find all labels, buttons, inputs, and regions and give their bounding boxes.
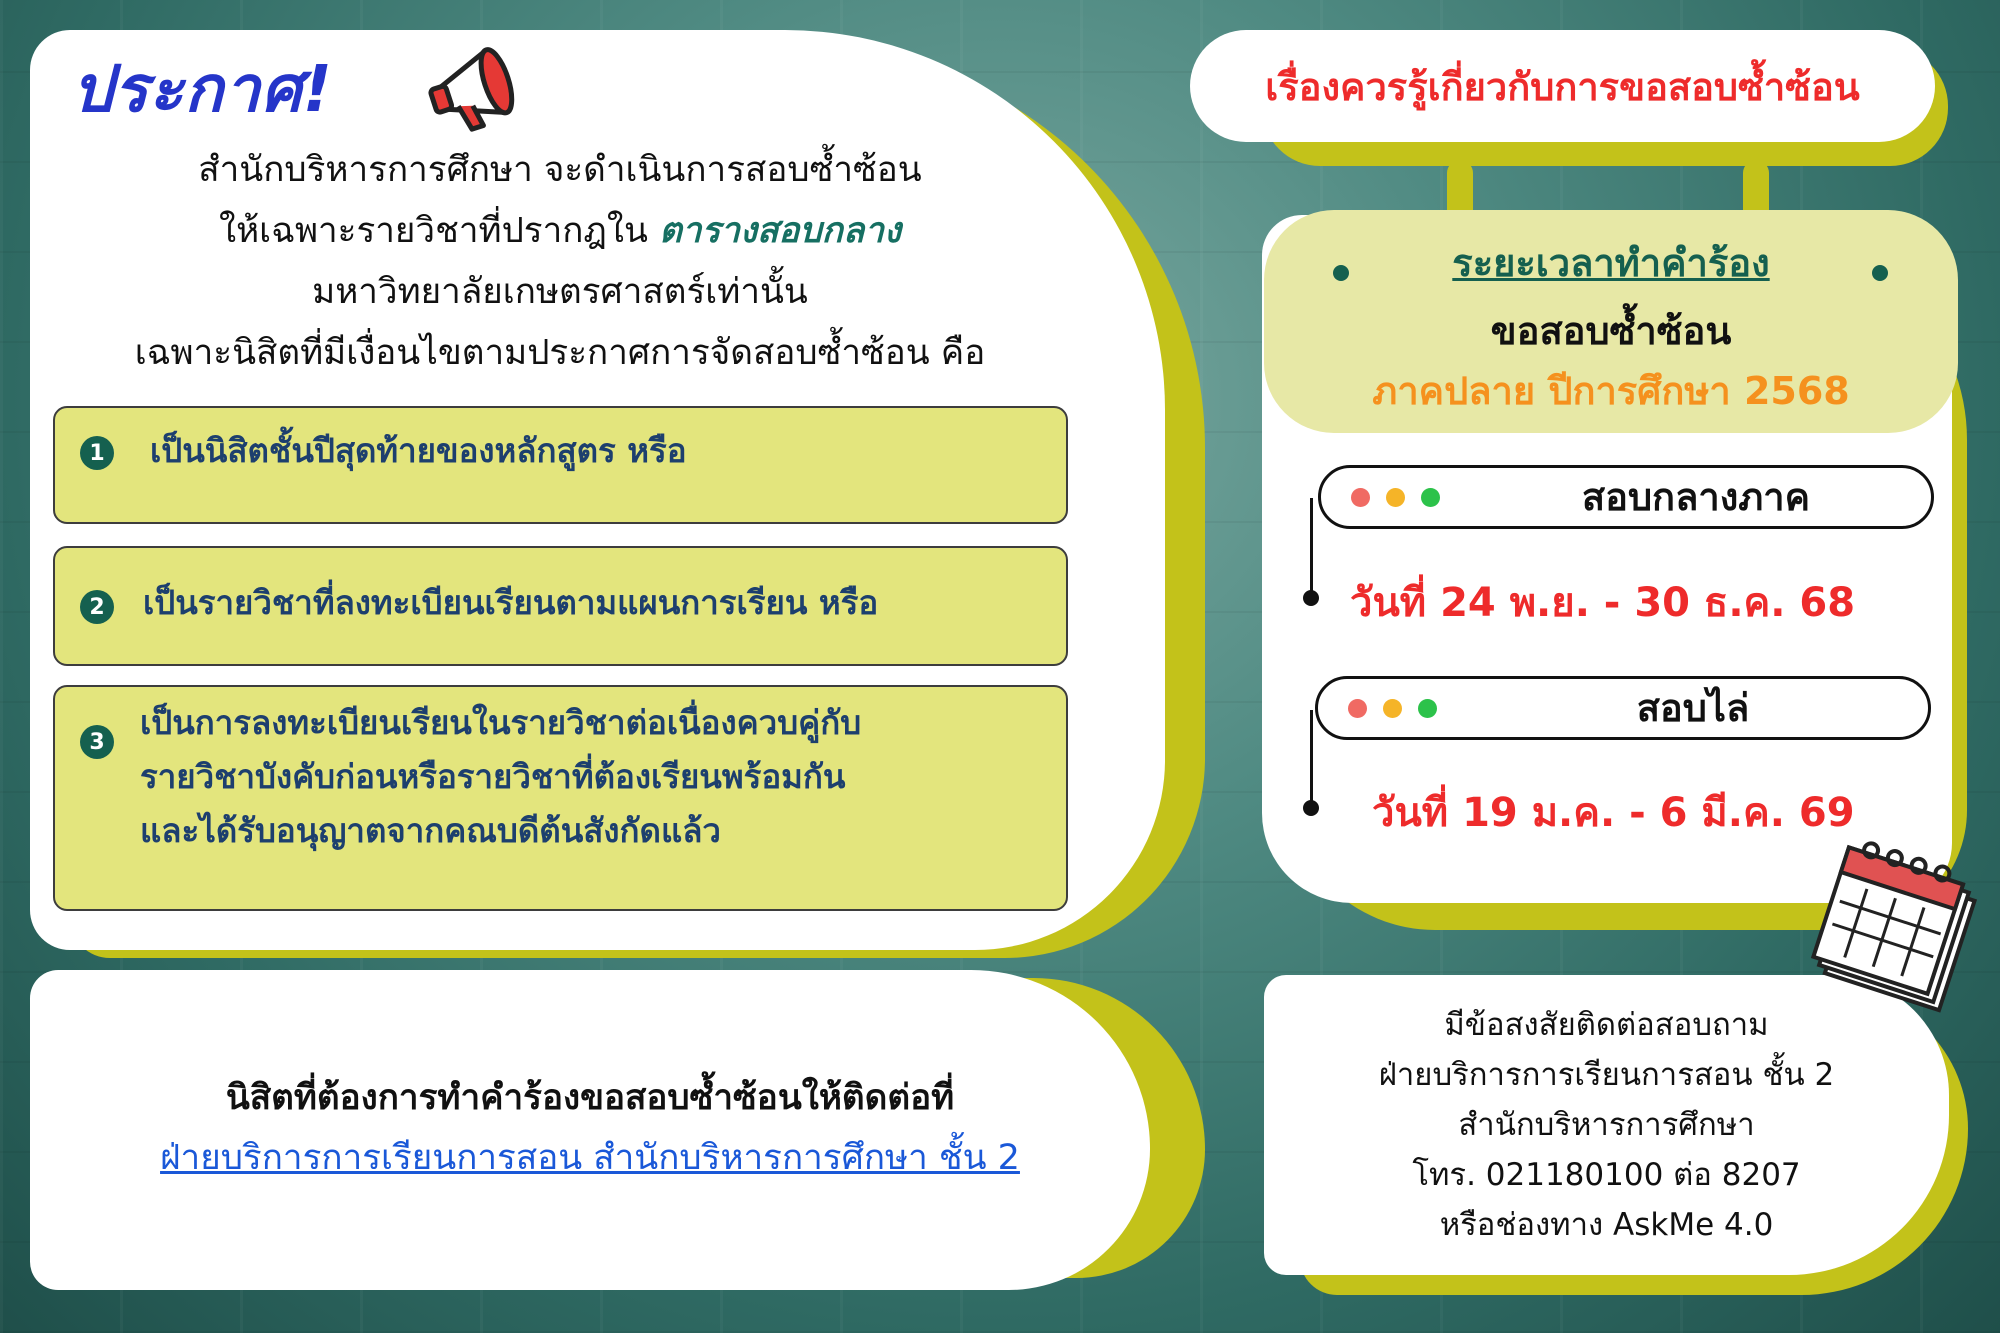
- condition-number: 2: [80, 590, 114, 624]
- yellow-dot: [1386, 488, 1405, 507]
- contact-info: [1264, 1000, 1949, 1250]
- intro-line: สำนักบริหารการศึกษา จะดำเนินการสอบซ้ำซ้อน: [198, 150, 922, 190]
- condition-number: 3: [80, 725, 114, 759]
- midterm-label: สอบกลางภาค: [1581, 475, 1811, 519]
- green-dot: [1418, 699, 1437, 718]
- condition-text: [150, 424, 687, 478]
- midterm-tab: [1318, 465, 1934, 529]
- header-pill: [1190, 30, 1935, 142]
- condition-item-3: [53, 685, 1068, 911]
- timeline-bullet: [1303, 800, 1319, 816]
- condition-line: เป็นนิสิตชั้นปีสุดท้ายของหลักสูตร หรือ: [150, 431, 687, 470]
- megaphone-icon: [425, 35, 545, 135]
- green-dot: [1421, 488, 1440, 507]
- timeline-line: [1310, 498, 1313, 598]
- contact-line: มีข้อสงสัยติดต่อสอบถาม: [1444, 1007, 1769, 1043]
- intro-line: เฉพาะนิสิตที่มีเงื่อนไขตามประกาศการจัดสอบซ้ำซ้อน คือ: [134, 333, 986, 373]
- header-title: เรื่องควรรู้เกี่ยวกับการขอสอบซ้ำซ้อน: [1265, 64, 1860, 109]
- announcement-intro: [30, 140, 1090, 384]
- announcement-title: ประกาศ!: [72, 53, 333, 127]
- midterm-date: วันที่ 24 พ.ย. - 30 ธ.ค. 68: [1350, 580, 1856, 626]
- calendar-icon: [1790, 838, 1990, 1013]
- contact-office-link[interactable]: ฝ่ายบริการการเรียนการสอน สำนักบริหารการศึกษา ชั้น 2: [160, 1138, 1020, 1178]
- intro-line: มหาวิทยาลัยเกษตรศาสตร์เท่านั้น: [312, 272, 808, 312]
- yellow-dot: [1383, 699, 1402, 718]
- condition-line: รายวิชาบังคับก่อนหรือรายวิชาที่ต้องเรียนพร้อมกัน: [140, 757, 846, 796]
- final-label: สอบไล่: [1636, 686, 1750, 730]
- condition-item-2: [53, 546, 1068, 666]
- condition-text: [140, 696, 861, 858]
- condition-item-1: [53, 406, 1068, 524]
- contact-line: สำนักบริหารการศึกษา: [1458, 1107, 1755, 1143]
- schedule-semester: ภาคปลาย ปีการศึกษา 2568: [1372, 369, 1850, 413]
- intro-line: [30, 201, 1090, 262]
- bottom-note: [30, 1068, 1150, 1188]
- schedule-title: ระยะเวลาทำคำร้อง: [1452, 241, 1770, 285]
- condition-text: [143, 576, 878, 630]
- condition-line: เป็นรายวิชาที่ลงทะเบียนเรียนตามแผนการเรียน หรือ: [143, 583, 879, 622]
- intro-line-text: ให้เฉพาะรายวิชาที่ปรากฎใน: [218, 211, 660, 251]
- timeline-bullet: [1303, 590, 1319, 606]
- red-dot: [1348, 699, 1367, 718]
- contact-phone: โทร. 021180100 ต่อ 8207: [1412, 1157, 1801, 1193]
- timeline-line: [1310, 710, 1313, 810]
- contact-line: ฝ่ายบริการการเรียนการสอน ชั้น 2: [1378, 1057, 1835, 1093]
- red-dot: [1351, 488, 1370, 507]
- schedule-subtitle: ขอสอบซ้ำซ้อน: [1490, 309, 1732, 353]
- central-exam-schedule-highlight: ตารางสอบกลาง: [659, 211, 901, 251]
- condition-line: และได้รับอนุญาตจากคณบดีต้นสังกัดแล้ว: [140, 811, 721, 850]
- contact-line: หรือช่องทาง AskMe 4.0: [1439, 1207, 1774, 1243]
- final-tab: [1315, 676, 1931, 740]
- bottom-note-line: นิสิตที่ต้องการทำคำร้องขอสอบซ้ำซ้อนให้ติดต่อที่: [225, 1078, 955, 1118]
- condition-number: 1: [80, 436, 114, 470]
- condition-line: เป็นการลงทะเบียนเรียนในรายวิชาต่อเนื่องควบคู่กับ: [140, 703, 862, 742]
- final-date: วันที่ 19 ม.ค. - 6 มี.ค. 69: [1372, 790, 1855, 836]
